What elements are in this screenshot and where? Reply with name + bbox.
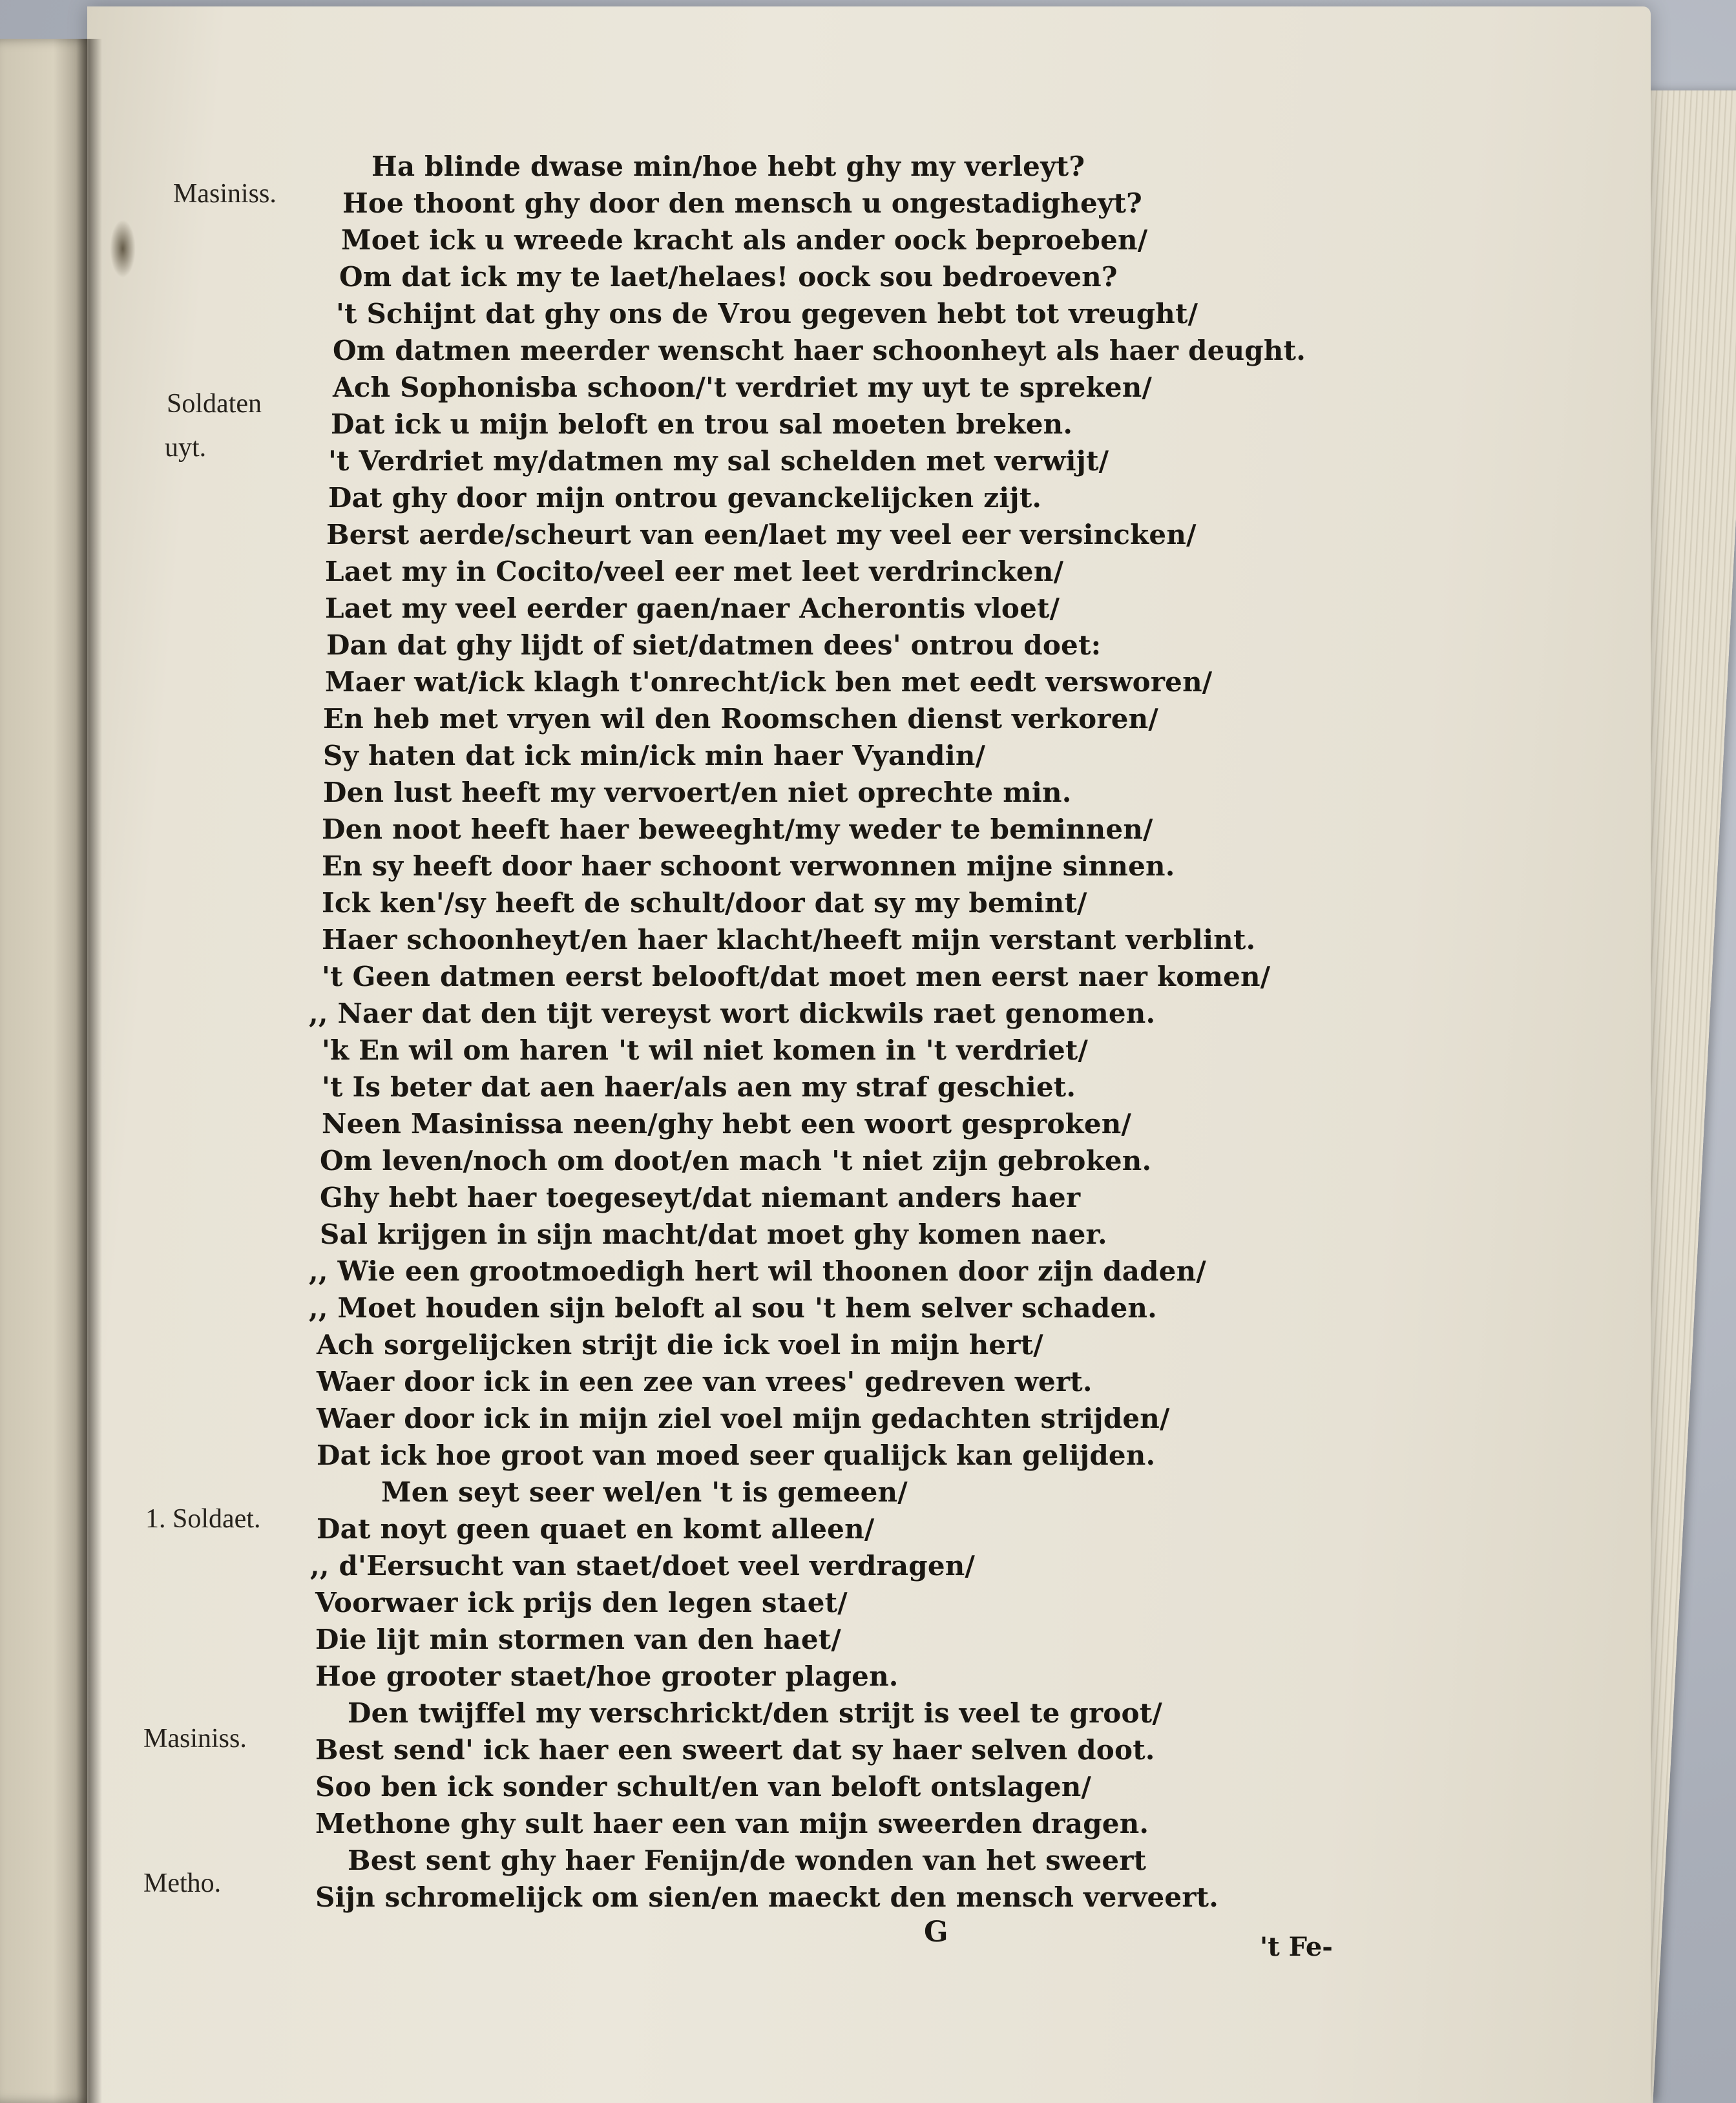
verse-line: 'k En wil om haren 't wil niet komen in 't verdriet/ — [322, 1034, 1089, 1066]
verse-line: Om leven/noch om doot/en mach 't niet zijn gebroken. — [320, 1145, 1152, 1177]
verse-line: Best sent ghy haer Fenijn/de wonden van het sweert — [348, 1845, 1147, 1876]
verse-line: ,, Naer dat den tijt vereyst wort dickwils raet genomen. — [309, 998, 1156, 1029]
verse-line: ,, Moet houden sijn beloft al sou 't hem selver schaden. — [309, 1292, 1157, 1324]
verse-line: Den noot heeft haer beweeght/my weder te beminnen/ — [322, 813, 1153, 845]
verse-line: Neen Masinissa neen/ghy hebt een woort gesproken/ — [322, 1108, 1132, 1140]
verse-line: 't Geen datmen eerst belooft/dat moet men eerst naer komen/ — [322, 961, 1271, 992]
show-through — [1560, 142, 1702, 465]
verse-line: 't Verdriet my/datmen my sal schelden met verwijt/ — [328, 445, 1109, 477]
speaker-label: Masiniss. — [143, 1724, 247, 1753]
verse-line: Waer door ick in een zee van vrees' gedreven wert. — [317, 1366, 1093, 1397]
verse-line: Hoe thoont ghy door den mensch u ongestadigheyt? — [342, 187, 1142, 219]
verse-line: Om datmen meerder wenscht haer schoonheyt als haer deught. — [333, 335, 1306, 366]
verse-line: Dat ick u mijn beloft en trou sal moeten breken. — [331, 408, 1073, 440]
verse-line: Om dat ick my te laet/helaes! oock sou bedroeven? — [339, 261, 1118, 293]
spine-shadow — [76, 39, 102, 2103]
verse-line: Die lijt min stormen van den haet/ — [315, 1624, 841, 1655]
verse-line: Voorwaer ick prijs den legen staet/ — [315, 1587, 848, 1618]
speaker-label: Masiniss. — [173, 179, 277, 209]
verse-line: Best send' ick haer een sweert dat sy haer selven doot. — [315, 1734, 1155, 1766]
verse-line: Methone ghy sult haer een van mijn sweerden dragen. — [315, 1808, 1149, 1839]
verse-line: Ach Sophonisba schoon/'t verdriet my uyt te spreken/ — [333, 371, 1153, 403]
verse-line: ,, d'Eersucht van staet/doet veel verdragen/ — [310, 1550, 976, 1582]
verse-line: Dat noyt geen quaet en komt alleen/ — [317, 1513, 875, 1545]
verse-line: Hoe grooter staet/hoe grooter plagen. — [315, 1660, 899, 1692]
speaker-label: uyt. — [165, 433, 207, 463]
speaker-label: 1. Soldaet. — [145, 1504, 261, 1534]
verse-line: Den twijffel my verschrickt/den strijt is veel te groot/ — [348, 1697, 1162, 1729]
verse-line: Soo ben ick sonder schult/en van beloft ontslagen/ — [315, 1771, 1092, 1803]
verse-line: Dan dat ghy lijdt of siet/datmen dees' ontrou doet: — [326, 629, 1102, 661]
speaker-label: Metho. — [143, 1868, 222, 1898]
verse-line: 't Is beter dat aen haer/als aen my straf geschiet. — [322, 1071, 1076, 1103]
verse-line: Den lust heeft my vervoert/en niet oprechte min. — [323, 777, 1072, 808]
verse-line: Dat ick hoe groot van moed seer qualijck kan gelijden. — [317, 1439, 1156, 1471]
verse-line: 't Schijnt dat ghy ons de Vrou gegeven hebt tot vreught/ — [336, 298, 1198, 330]
verse-line: Ghy hebt haer toegeseyt/dat niemant anders haer — [320, 1182, 1081, 1213]
verse-line: Berst aerde/scheurt van een/laet my veel eer versincken/ — [326, 519, 1197, 550]
verse-line: Sal krijgen in sijn macht/dat moet ghy komen naer. — [320, 1219, 1107, 1250]
verse-line: Haer schoonheyt/en haer klacht/heeft mijn verstant verblint. — [322, 924, 1256, 956]
verse-line: Men seyt seer wel/en 't is gemeen/ — [381, 1476, 908, 1508]
catchword: 't Fe- — [1260, 1932, 1333, 1962]
verse-line: Sy haten dat ick min/ick min haer Vyandin/ — [323, 740, 986, 771]
verse-line: En sy heeft door haer schoont verwonnen mijne sinnen. — [322, 850, 1175, 882]
verse-line: Ick ken'/sy heeft de schult/door dat sy my bemint/ — [322, 887, 1087, 919]
verse-line: ,, Wie een grootmoedigh hert wil thoonen door zijn daden/ — [309, 1255, 1206, 1287]
verse-line: Laet my in Cocito/veel eer met leet verdrincken/ — [325, 556, 1064, 587]
verse-line: Laet my veel eerder gaen/naer Acherontis vloet/ — [325, 592, 1060, 624]
verse-line: Ach sorgelijcken strijt die ick voel in mijn hert/ — [317, 1329, 1043, 1361]
verse-line: Ha blinde dwase min/hoe hebt ghy my verleyt? — [371, 151, 1085, 182]
verse-line: Moet ick u wreede kracht als ander oock beproeben/ — [341, 224, 1148, 256]
signature-mark: G — [924, 1916, 948, 1949]
verse-line: Waer door ick in mijn ziel voel mijn gedachten strijden/ — [317, 1403, 1170, 1434]
verse-line: Dat ghy door mijn ontrou gevanckelijcken zijt. — [328, 482, 1042, 514]
speaker-label: Soldaten — [167, 389, 262, 419]
verse-line: Sijn schromelijck om sien/en maeckt den mensch verveert. — [315, 1881, 1219, 1913]
verse-line: En heb met vryen wil den Roomschen dienst verkoren/ — [323, 703, 1158, 735]
ink-stain — [110, 220, 136, 278]
verse-line: Maer wat/ick klagh t'onrecht/ick ben met eedt versworen/ — [325, 666, 1213, 698]
